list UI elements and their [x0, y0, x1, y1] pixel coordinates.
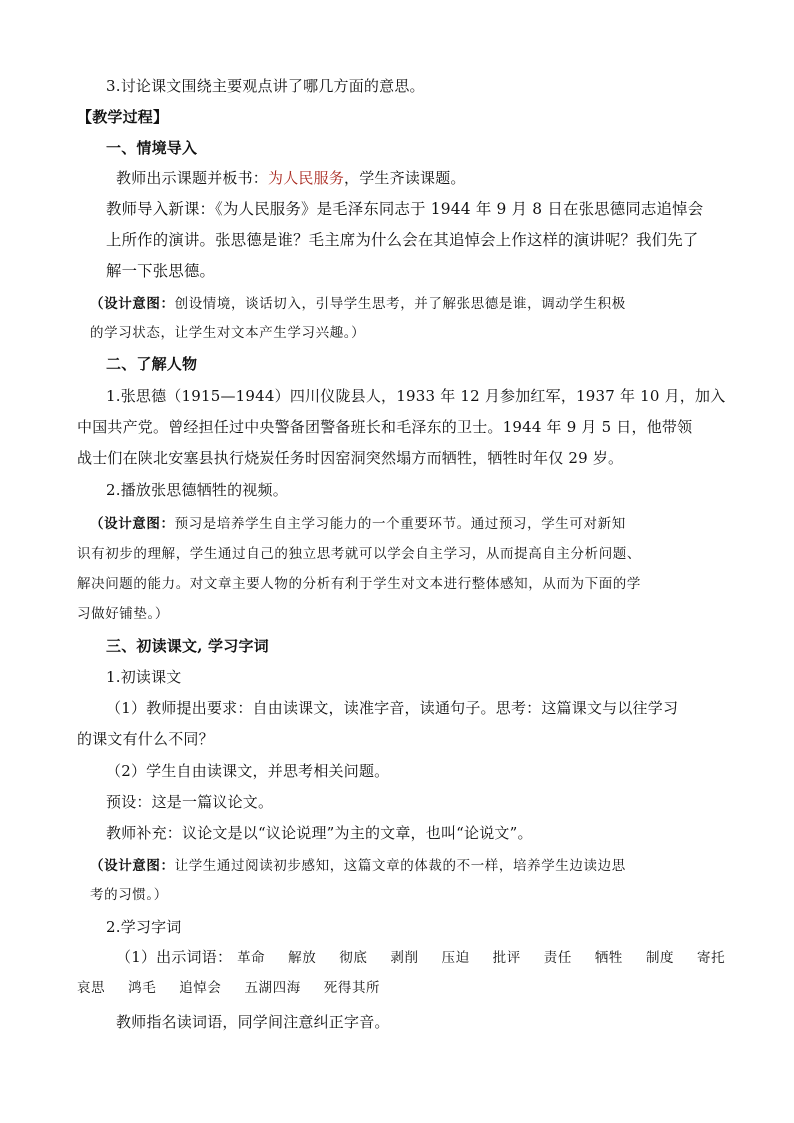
design-intent-2-line-4: 习做好铺垫。） — [77, 606, 169, 622]
learn-words-item: 2.学习字词 — [106, 918, 182, 936]
requirement-line-2: 的课文有什么不同？ — [77, 730, 214, 748]
design-intent-3-line-1 — [90, 856, 626, 876]
text-segment: 教师出示课题并板书： — [116, 169, 269, 187]
paragraph-intro-line-3: 解一下张思德。 — [106, 262, 216, 280]
vocabulary-row-1 — [116, 947, 743, 968]
vocabulary-word: 死得其所 — [323, 980, 381, 996]
vocabulary-word: 追悼会 — [179, 980, 222, 996]
design-intent-2-line-2: 识有初步的理解，学生通过自己的独立思考就可以学会自主学习，从而提高自主分析问题、 — [77, 546, 641, 562]
design-intent-1-line-2: 的学习状态，让学生对文本产生学习兴趣。） — [90, 325, 366, 341]
vocabulary-word: 批评 — [492, 950, 521, 966]
vocabulary-row-2 — [77, 978, 398, 998]
section-heading-teaching-process: 【教学过程】 — [77, 108, 169, 126]
vocabulary-prefix: （1）出示词语： — [116, 948, 233, 966]
paragraph-blackboard — [116, 168, 466, 188]
student-reading-line: （2）学生自由读课文，并思考相关问题。 — [106, 762, 390, 780]
design-intent-label: （设计意图： — [90, 296, 175, 312]
preset-line: 预设：这是一篇议论文。 — [106, 793, 274, 811]
subheading-first-reading: 三、初读课文, 学习字词 — [106, 637, 269, 655]
vocabulary-words — [232, 950, 743, 966]
first-reading-item: 1.初读课文 — [106, 668, 182, 686]
vocabulary-word: 责任 — [543, 950, 572, 966]
design-intent-2-line-1 — [90, 514, 626, 534]
person-paragraph-line-3: 战士们在陕北安塞县执行烧炭任务时因窑洞突然塌方而牺牲，牺牲时年仅 29 岁。 — [77, 449, 624, 467]
vocabulary-word: 哀思 — [77, 980, 106, 996]
text-segment: ，学生齐读课题。 — [344, 169, 466, 187]
vocabulary-word: 鸿毛 — [128, 980, 157, 996]
vocabulary-word: 牺牲 — [594, 950, 624, 966]
vocabulary-word: 制度 — [645, 950, 675, 966]
design-intent-text: 创设情境，谈话切入，引导学生思考，并了解张思德是谁，调动学生积极 — [174, 296, 626, 312]
design-intent-label: （设计意图： — [90, 858, 175, 874]
vocabulary-word: 压迫 — [441, 950, 470, 966]
person-paragraph-line-2: 中国共产党。曾经担任过中央警备团警备班长和毛泽东的卫士。1944 年 9 月 5 日，他带领 — [77, 418, 693, 436]
design-intent-text: 预习是培养学生自主学习能力的一个重要环节。通过预习，学生可对新知 — [174, 516, 626, 532]
lesson-title-highlight: 为人民服务 — [268, 169, 345, 187]
objective-3: 3.讨论课文围绕主要观点讲了哪几方面的意思。 — [106, 77, 425, 95]
vocabulary-word: 解放 — [288, 950, 317, 966]
read-words-instruction: 教师指名读词语，同学间注意纠正字音。 — [116, 1013, 390, 1031]
design-intent-1-line-1 — [90, 294, 626, 314]
subheading-situation-intro: 一、情境导入 — [106, 139, 198, 157]
paragraph-intro-line-2: 上所作的演讲。张思德是谁？毛主席为什么会在其追悼会上作这样的演讲呢？我们先了 — [106, 231, 699, 249]
vocabulary-word: 彻底 — [339, 950, 368, 966]
design-intent-text: 让学生通过阅读初步感知，这篇文章的体裁的不一样，培养学生边读边思 — [174, 858, 626, 874]
teacher-supplement-line: 教师补充：议论文是以“议论说理”为主的文章，也叫“论说文”。 — [106, 824, 533, 842]
vocabulary-word: 寄托 — [697, 950, 726, 966]
vocabulary-word: 剥削 — [390, 950, 419, 966]
design-intent-2-line-3: 解决问题的能力。对文章主要人物的分析有利于学生对文本进行整体感知，从而为下面的学 — [77, 576, 641, 592]
design-intent-3-line-2: 考的习惯。） — [90, 887, 168, 903]
vocabulary-word: 五湖四海 — [244, 980, 301, 996]
subheading-understand-person: 二、了解人物 — [106, 355, 198, 373]
person-paragraph-line-1: 1.张思德（1915—1944）四川仪陇县人，1933 年 12 月参加红军，1937 年 10 月，加入 — [106, 387, 726, 405]
requirement-line-1: （1）教师提出要求：自由读课文，读准字音，读通句子。思考：这篇课文与以往学习 — [106, 699, 679, 717]
design-intent-label: （设计意图： — [90, 516, 175, 532]
paragraph-intro-line-1: 教师导入新课：《为人民服务》是毛泽东同志于 1944 年 9 月 8 日在张思德同志追悼会 — [106, 200, 704, 218]
vocabulary-word: 革命 — [237, 950, 266, 966]
play-video-item: 2.播放张思德牺牲的视频。 — [106, 481, 288, 499]
